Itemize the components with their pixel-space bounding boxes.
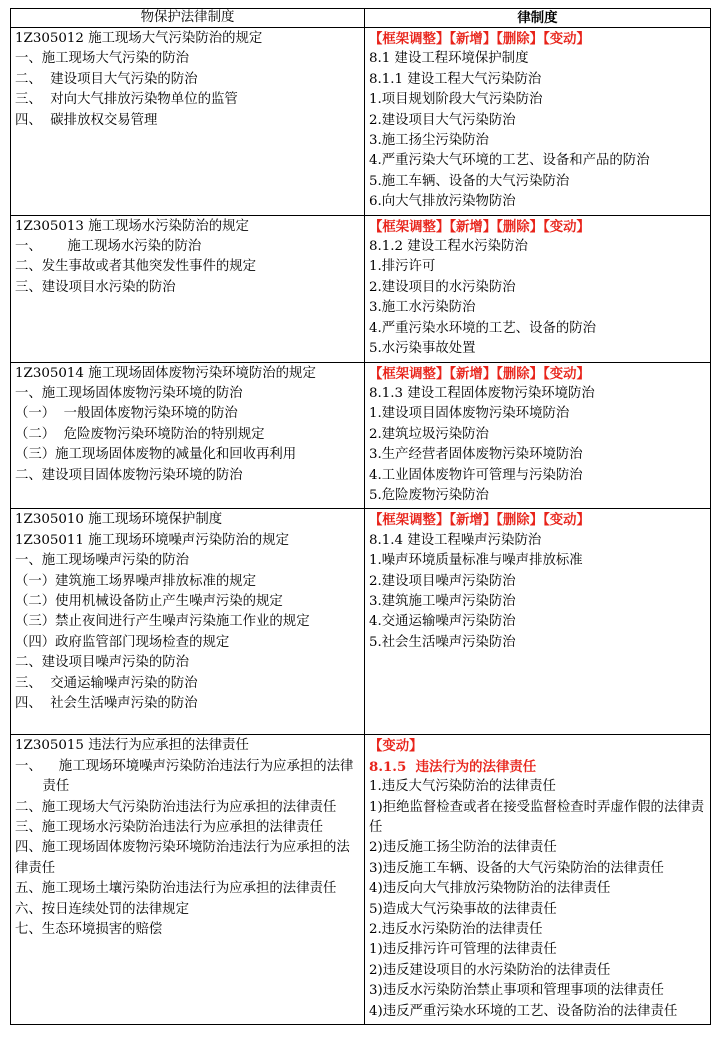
list-item: 六、按日连续处罚的法律规定	[15, 901, 190, 917]
list-item: 2.建设项目噪声污染防治	[369, 573, 516, 589]
right-cell-solid-waste	[365, 362, 711, 509]
table-row	[11, 362, 711, 509]
section-heading: 8.1.5 违法行为的法律责任	[369, 758, 537, 775]
list-item: 四、施工现场固体废物污染环境防治违法行为应承担的法律责任	[15, 840, 350, 876]
list-item: 8.1.4 建设工程噪声污染防治	[369, 532, 542, 548]
list-item: 3.建筑施工噪声污染防治	[369, 593, 516, 609]
list-item: 8.1.3 建设工程固体废物污染环境防治	[369, 385, 595, 401]
list-item: 5.危险废物污染防治	[369, 487, 489, 503]
document-table-wrapper	[10, 8, 710, 1025]
list-item: 1.项目规划阶段大气污染防治	[369, 92, 543, 108]
list-item: 三、建设项目水污染的防治	[15, 279, 176, 295]
list-item: 4.工业固体废物许可管理与污染防治	[369, 467, 583, 483]
left-cell-liability	[11, 735, 365, 1025]
list-item: 1.建设项目固体废物污染环境防治	[369, 406, 570, 422]
list-item: 5.施工车辆、设备的大气污染防治	[369, 173, 570, 189]
list-item: 一、 施工现场水污染的防治	[15, 239, 202, 255]
list-item: 2.建设项目的水污染防治	[369, 279, 516, 295]
change-tags: 【框架调整】【新增】【删除】【变动】	[369, 365, 590, 382]
list-item: 四、 社会生活噪声污染的防治	[15, 696, 198, 711]
list-item: 2)违反施工扬尘防治的法律责任	[369, 840, 557, 856]
list-item: （一）建筑施工场界噪声排放标准的规定	[15, 573, 257, 589]
list-item: 四、 碳排放权交易管理	[15, 112, 158, 128]
table-row	[11, 215, 711, 362]
list-item: 2.建筑垃圾污染防治	[369, 426, 489, 442]
right-cell-air	[365, 28, 711, 216]
list-item: 1Z305012 施工现场大气污染防治的规定	[15, 31, 263, 46]
list-item: 三、 交通运输噪声污染的防治	[15, 675, 198, 691]
right-cell-noise	[365, 509, 711, 735]
table-row	[11, 509, 711, 735]
table-row	[11, 28, 711, 216]
change-tags: 【变动】	[369, 738, 423, 755]
change-tags: 【框架调整】【新增】【删除】【变动】	[369, 218, 590, 235]
list-item: （四）政府监管部门现场检查的规定	[15, 634, 230, 650]
list-item: 5.水污染事故处置	[369, 341, 476, 357]
list-item: 二、建设项目固体废物污染环境的防治	[15, 467, 243, 483]
list-item: 8.1.2 建设工程水污染防治	[369, 239, 528, 255]
list-item: 3.施工水污染防治	[369, 300, 476, 316]
list-item: 4)违反严重污染水环境的工艺、设备防治的法律责任	[369, 1003, 678, 1019]
list-item: 4.严重污染水环境的工艺、设备的防治	[369, 320, 597, 336]
list-item: 2)违反建设项目的水污染防治的法律责任	[369, 962, 611, 978]
left-cell-noise	[11, 509, 365, 735]
list-item: 3.施工扬尘污染防治	[369, 133, 489, 149]
list-item: 七、生态环境损害的赔偿	[15, 922, 163, 937]
list-item: （三）施工现场固体废物的减量化和回收再利用	[15, 447, 297, 463]
list-item: 二、发生事故或者其他突发性事件的规定	[15, 259, 257, 275]
list-item: 4.严重污染大气环境的工艺、设备和产品的防治	[369, 153, 650, 169]
list-item: 3)违反水污染防治禁止事项和管理事项的法律责任	[369, 983, 664, 999]
list-item: 8.1.1 建设工程大气污染防治	[369, 71, 542, 87]
list-item: 3)违反施工车辆、设备的大气污染防治的法律责任	[369, 860, 664, 876]
list-item: 三、 对向大气排放污染物单位的监管	[15, 92, 238, 108]
list-item: （一） 一般固体废物污染环境的防治	[15, 406, 238, 422]
list-item: 4)违反向大气排放污染物防治的法律责任	[369, 881, 611, 897]
list-item: 三、施工现场水污染防治违法行为应承担的法律责任	[15, 819, 323, 835]
header-right: 律制度	[365, 9, 711, 28]
list-item: （二）使用机械设备防止产生噪声污染的规定	[15, 593, 283, 609]
list-item: 二、施工现场大气污染防治违法行为应承担的法律责任	[15, 799, 337, 815]
list-item: 8.1 建设工程环境保护制度	[369, 51, 529, 67]
right-cell-liability	[365, 735, 711, 1025]
list-item: 1.噪声环境质量标准与噪声排放标准	[369, 553, 583, 569]
list-item: 一、施工现场固体废物污染环境的防治	[15, 385, 243, 401]
list-item: 1)违反排污许可管理的法律责任	[369, 942, 557, 958]
list-item: 2.违反水污染防治的法律责任	[369, 922, 543, 937]
list-item: 1.违反大气污染防治的法律责任	[369, 779, 556, 795]
list-item: 6.向大气排放污染物防治	[369, 194, 516, 210]
list-item: 五、施工现场土壤污染防治违法行为应承担的法律责任	[15, 881, 337, 897]
list-item: 1Z305015 违法行为应承担的法律责任	[15, 738, 249, 754]
list-item: 一、施工现场噪声污染的防治	[15, 553, 190, 569]
left-cell-water	[11, 215, 365, 362]
list-item: （二） 危险废物污染环境防治的特别规定	[15, 426, 265, 442]
list-item: 1Z305011 施工现场环境噪声污染防治的规定	[15, 532, 290, 548]
list-item: 二、建设项目噪声污染的防治	[15, 655, 190, 671]
list-item: 5.社会生活噪声污染防治	[369, 634, 516, 650]
left-cell-air	[11, 28, 365, 216]
list-item: 4.交通运输噪声污染防治	[369, 614, 516, 630]
table-row	[11, 735, 711, 1025]
list-item: 一、 施工现场环境噪声污染防治违法行为应承担的法律责任	[15, 758, 354, 795]
list-item: 1.排污许可	[369, 259, 436, 275]
list-item: 3.生产经营者固体废物污染环境防治	[369, 447, 583, 463]
list-item: 1Z305010 施工现场环境保护制度	[15, 512, 223, 528]
list-item: 一、施工现场大气污染的防治	[15, 51, 190, 67]
list-item: （三）禁止夜间进行产生噪声污染施工作业的规定	[15, 614, 310, 630]
list-item: 2.建设项目大气污染防治	[369, 112, 516, 128]
change-tags: 【框架调整】【新增】【删除】【变动】	[369, 512, 590, 529]
left-cell-solid-waste	[11, 362, 365, 509]
table-header-row	[11, 9, 711, 28]
right-cell-water	[365, 215, 711, 362]
list-item: 二、 建设项目大气污染的防治	[15, 71, 198, 87]
comparison-table	[10, 8, 711, 1025]
list-item: 5)造成大气污染事故的法律责任	[369, 901, 557, 917]
list-item: 1Z305014 施工现场固体废物污染环境防治的规定	[15, 365, 316, 381]
list-item: 1)拒绝监督检查或者在接受监督检查时弄虚作假的法律责任	[369, 799, 705, 835]
list-item: 1Z305013 施工现场水污染防治的规定	[15, 218, 249, 234]
change-tags: 【框架调整】【新增】【删除】【变动】	[369, 31, 590, 47]
header-left: 物保护法律制度	[11, 9, 365, 28]
